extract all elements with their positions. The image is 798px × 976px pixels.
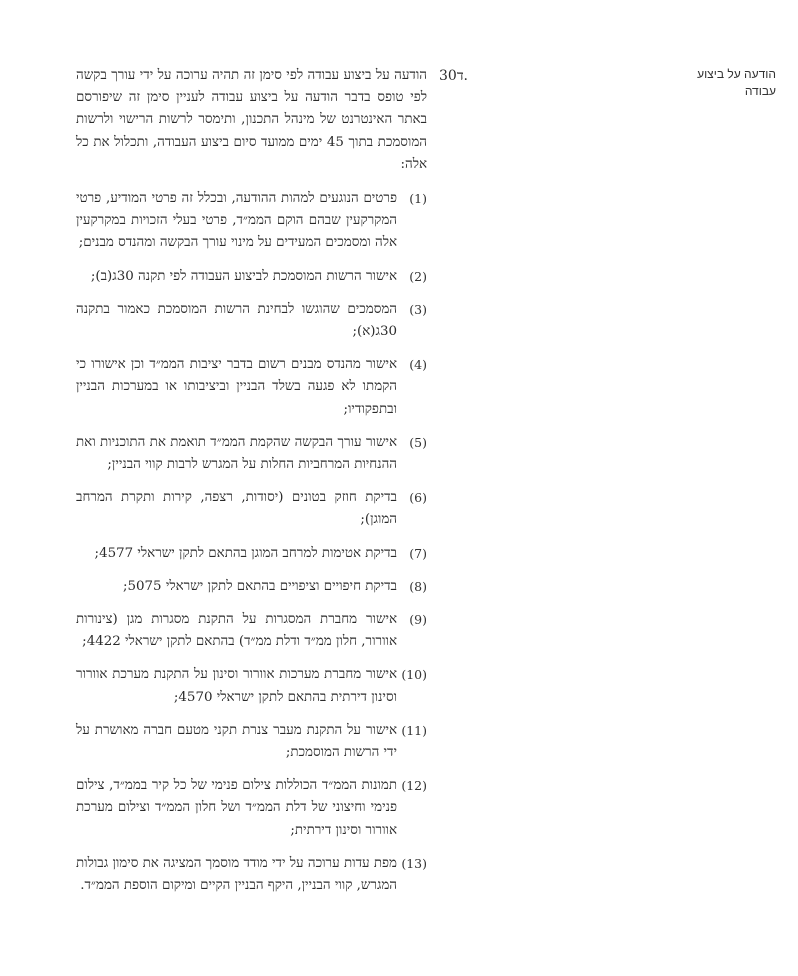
item-text: בדיקת אטימות למרחב המוגן בהתאם לתקן ישראלי 4577; xyxy=(94,545,397,561)
item-number: (12) xyxy=(401,778,427,794)
item-number: (8) xyxy=(409,578,427,594)
item-number: (5) xyxy=(409,434,427,450)
list-item xyxy=(76,720,427,764)
item-number: (11) xyxy=(401,722,427,738)
item-number: (10) xyxy=(401,667,427,683)
item-text: בדיקת חיפויים וציפויים בהתאם לתקן ישראלי 5075; xyxy=(122,578,397,594)
item-text: אישור מהנדס מבנים רשום בדבר יציבות הממ״ד וכן אישורו כי הקמתו לא פגעה בשלד הבניין וביציבותו או במערכות הבניין ובתפקודיו; xyxy=(76,357,397,417)
item-text: תמונות הממ״ד הכוללות צילום פנימי של כל קיר בממ״ד, צילום פנימי וחיצוני של דלת הממ״ד ושל חלון הממ״ד וצילום מערכת אוורור וסינון דירתית; xyxy=(76,778,397,838)
item-text: פרטים הנוגעים למהות ההודעה, ובכלל זה פרטי המודיע, פרטי המקרקעין שבהם הוקם הממ״ד, פרטי בעלי הזכויות במקרקעין אלה ומסמכים המעידים על מינוי עורך הבקשה ומהנדס מבנים; xyxy=(76,191,397,251)
list-item xyxy=(76,576,427,598)
item-text: אישור מחברת מערכות אוורור וסינון על התקנת מערכת אוורור וסינון דירתית בהתאם לתקן ישראלי 4570; xyxy=(76,667,397,705)
list-item xyxy=(76,188,427,255)
regulation-body xyxy=(76,65,427,908)
item-text: אישור הרשות המוסמכת לביצוע העבודה לפי תקנה 30ג(ב); xyxy=(90,268,397,284)
item-number: (4) xyxy=(409,357,427,373)
list-item xyxy=(76,354,427,421)
margin-note: הודעה על ביצוע עבודה xyxy=(697,67,776,98)
item-number: (1) xyxy=(409,191,427,207)
list-item xyxy=(76,775,427,842)
item-text: המסמכים שהוגשו לבחינת הרשות המוסמכת כאמור בתקנה 30ג(א); xyxy=(76,301,397,340)
item-text: אישור עורך הבקשה שהקמת הממ״ד תואמת את התוכניות ואת ההנחיות המרחביות החלות על המגרש לרבות קווי הבניין; xyxy=(76,434,397,473)
item-text: מפת עדות ערוכה על ידי מודד מוסמך המציגה את סימון גבולות המגרש, קווי הבניין, היקף הבניין הקיים ומיקום הוספת הממ״ד. xyxy=(76,855,397,894)
item-text: בדיקת חוזק בטונים (יסודות, רצפה, קירות ותקרת המרחב המוגן); xyxy=(76,490,397,528)
item-text: אישור מחברת המסגרות על התקנת מסגרות מגן (צינורות אוורור, חלון ממ״ד ודלת ממ״ד) בהתאם לתקן ישראלי 4422; xyxy=(76,612,397,650)
list-item xyxy=(76,487,427,531)
item-number: (6) xyxy=(409,490,427,506)
item-number: (2) xyxy=(409,268,427,284)
item-number: (13) xyxy=(401,855,427,871)
items-list xyxy=(76,188,427,897)
list-item xyxy=(76,609,427,653)
list-item xyxy=(76,543,427,565)
item-number: (9) xyxy=(409,612,427,628)
regulation-number: 30ד. xyxy=(438,68,468,84)
list-item xyxy=(76,299,427,343)
intro-paragraph: הודעה על ביצוע עבודה לפי סימן זה תהיה ערוכה על ידי עורך בקשה לפי טופס בדבר הודעה על ביצוע עבודה לעניין סימן זה שיפורסם באתר האינטרנט של מינהל התכנון, ותימסר לרשות הרישוי ולרשות המוסמכת בתוך 45 ימים ממועד סיום ביצוע העבודה, ותכלול את כל אלה: xyxy=(76,68,427,172)
list-item xyxy=(76,432,427,476)
item-number: (7) xyxy=(409,545,427,561)
list-item xyxy=(76,266,427,288)
list-item xyxy=(76,853,427,897)
item-number: (3) xyxy=(409,301,427,317)
item-text: אישור על התקנת מעבר צנרת תקני מטעם חברה מאושרת על ידי הרשות המוסמכת; xyxy=(76,722,397,761)
list-item xyxy=(76,664,427,708)
